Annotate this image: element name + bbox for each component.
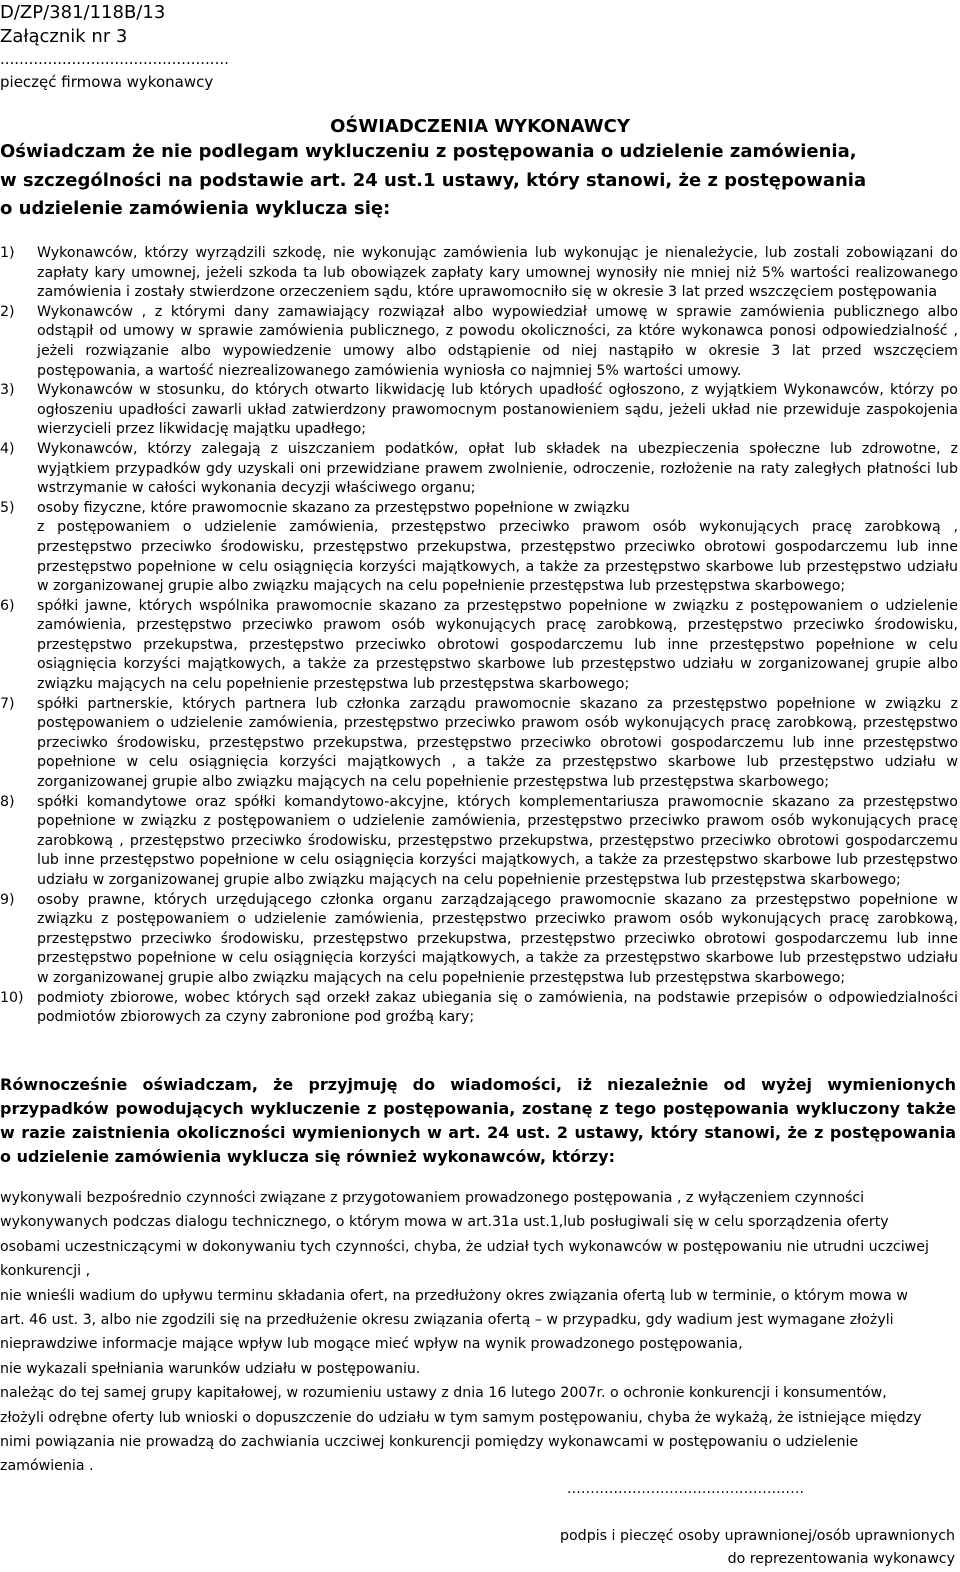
paragraph-line: nieprawdziwe informacje mające wpływ lub mogące mieć wpływ na wynik prowadzonego postępowania, [0, 1336, 743, 1353]
list-item [0, 499, 958, 597]
stamp-dots: ................................................ [0, 50, 229, 68]
list-item-text: osoby prawne, których urzędującego członka organu zarządzającego prawomocnie skazano za przestępstwo popełnione w związku z postępowaniem o udzielenie zamówienia, przestępstwo przeciwko prawom osób wykonujących pracę zarobkową, przestępstwo przeciwko środowisku, przestępstwo przekupstwa, przestępstwo przeciwko obrotowi gospodarczemu lub inne przestępstwo popełnione w celu osiągnięcia korzyści majątkowych, a także za przestępstwo skarbowe lub przestępstwo udziału w zorganizowanej grupie albo związku mających na celu popełnienie przestępstwa lub przestępstwa skarbowego; [37, 891, 958, 986]
intro-line-3: o udzielenie zamówienia wyklucza się: [0, 198, 391, 219]
intro-line-1: Oświadczam że nie podlegam wykluczeniu z postępowania o udzielenie zamówienia, [0, 141, 857, 162]
list-item [0, 381, 958, 440]
list-item-text: spółki partnerskie, których partnera lub członka zarządu prawomocnie skazano za przestępstwo popełnione w związku z postępowaniem o udzielenie zamówienia, przestępstwo przeciwko prawom osób wykonujących pracę zarobkową, przestępstwo przeciwko środowisku, przestępstwo przekupstwa, przestępstwo przeciwko obrotowi gospodarczemu lub inne przestępstwo popełnione w celu osiągnięcia korzyści majątkowych , a także za przestępstwo skarbowe lub przestępstwo udziału w zorganizowanej grupie albo związku mających na celu popełnienie przestępstwa lub przestępstwa skarbowego; [37, 695, 958, 791]
signature-block [540, 1525, 955, 1571]
paragraph-line: nie wykazali spełniania warunków udziału w postępowaniu. [0, 1360, 421, 1377]
list-item-number: 9) [0, 891, 15, 908]
list-item-text: spółki jawne, których wspólnika prawomocnie skazano za przestępstwo popełnione w związku z postępowaniem o udzielenie zamówienia, przestępstwo przeciwko prawom osób wykonujących pracę zarobkową, przestępstwo przeciwko środowisku, przestępstwo przekupstwa, przestępstwo przeciwko obrotowi gospodarczemu lub inne przestępstwo popełnione w celu osiągnięcia korzyści majątkowych, a także za przestępstwo skarbowe lub przestępstwo udziału w zorganizowanej grupie albo związku mających na celu popełnienie przestępstwa lub przestępstwa skarbowego; [37, 597, 958, 693]
list-item [0, 989, 958, 1028]
list-item [0, 244, 958, 303]
list-item-text: Wykonawców w stosunku, do których otwarto likwidację lub których upadłość ogłoszono, z wyjątkiem Wykonawców, którzy po ogłoszeniu upadłości zawarli układ zatwierdzony prawomocnym postanowieniem sądu, jeżeli układ nie przewiduje zaspokojenia wierzycieli przez likwidację majątku upadłego; [37, 382, 958, 438]
document-reference: D/ZP/381/118B/13 [0, 2, 166, 23]
signature-label-2: do reprezentowania wykonawcy [727, 1551, 955, 1567]
stamp-label: pieczęć firmowa wykonawcy [0, 73, 214, 91]
list-item-number: 7) [0, 695, 15, 712]
list-item [0, 695, 958, 793]
list-item-number: 8) [0, 793, 15, 810]
list-item [0, 303, 958, 381]
paragraph-line: nie wnieśli wadium do upływu terminu składania ofert, na przedłużony okres związania ofertą lub w terminie, o którym mowa w [0, 1287, 908, 1304]
list-item-number: 2) [0, 303, 15, 320]
paragraph-line: osobami uczestniczącymi w dokonywaniu tych czynności, chyba, że udział tych wykonawców w postępowaniu nie utrudni uczciwej [0, 1238, 929, 1255]
exclusion-list [0, 244, 958, 1028]
document-title: OŚWIADCZENIA WYKONAWCY [330, 116, 630, 137]
signature-dots: ................................................... [567, 1481, 805, 1497]
list-item [0, 891, 958, 989]
list-item-text-continued: z postępowaniem o udzielenie zamówienia, przestępstwo przeciwko prawom osób wykonujących pracę zarobkową , przestępstwo przeciwko środowisku, przestępstwo przekupstwa, przestępstwo przeciwko obrotowi gospodarczemu lub inne przestępstwo popełnione w celu osiągnięcia korzyści majątkowych, a także za przestępstwo skarbowe lub przestępstwo udziału w zorganizowanej grupie albo związku mających na celu popełnienie przestępstwa lub przestępstwa skarbowego; [37, 519, 958, 595]
list-item [0, 597, 958, 695]
intro-line-2: w szczególności na podstawie art. 24 ust.1 ustawy, który stanowi, że z postępowania [0, 170, 867, 191]
list-item-text: Wykonawców, którzy zalegają z uiszczaniem podatków, opłat lub składek na ubezpieczenia społeczne lub zdrowotne, z wyjątkiem przypadków gdy uzyskali oni przewidziane prawem zwolnienie, odroczenie, rozłożenie na raty zaległych płatności lub wstrzymanie w całości wykonania decyzji właściwego organu; [37, 440, 958, 497]
list-item [0, 440, 958, 499]
conclusion-statement: Równocześnie oświadczam, że przyjmuję do wiadomości, iż niezależnie od wyżej wymienionych przypadków powodujących wykluczenie z postępowania, zostanę z tego postępowania wykluczony także w razie zaistnienia okoliczności wymienionych w art. 24 ust. 2 ustawy, który stanowi, że z postępowania o udzielenie zamówienia wyklucza się również wykonawców, którzy: [0, 1075, 956, 1166]
signature-label-1: podpis i pieczęć osoby uprawnionej/osób uprawnionych [560, 1528, 955, 1544]
paragraph-line: zamówienia . [0, 1458, 94, 1475]
list-item [0, 793, 958, 891]
list-item-text: Wykonawców, którzy wyrządzili szkodę, nie wykonując zamówienia lub wykonując je nienależycie, lub zostali zobowiązani do zapłaty kary umownej, jeżeli szkoda ta lub obowiązek zapłaty kary umownej wynosiły nie mniej niż 5% wartości realizowanego zamówienia i zostały stwierdzone orzeczeniem sądu, które uprawomocniło się w okresie 3 lat przed wszczęciem postępowania [37, 245, 958, 301]
paragraph-line: konkurencji , [0, 1263, 91, 1280]
list-item-number: 3) [0, 382, 15, 399]
list-item-number: 1) [0, 245, 15, 261]
attachment-label: Załącznik nr 3 [0, 26, 128, 47]
list-item-number: 10) [0, 989, 24, 1006]
paragraph-line: wykonywanych podczas dialogu technicznego, o którym mowa w art.31a ust.1,lub posługiwali się w celu sporządzenia oferty [0, 1214, 889, 1231]
list-item-text: spółki komandytowe oraz spółki komandytowo-akcyjne, których komplementariusza prawomocnie skazano za przestępstwo popełnione w związku z postępowaniem o udzielenie zamówienia, przestępstwo przeciwko prawom osób wykonujących pracę zarobkową , przestępstwo przeciwko środowisku, przestępstwo przekupstwa, przestępstwo przeciwko obrotowi gospodarczemu lub inne przestępstwo popełnione w celu osiągnięcia korzyści majątkowych, a także za przestępstwo skarbowe lub przestępstwo udziału w zorganizowanej grupie albo związku mających na celu popełnienie przestępstwa lub przestępstwa skarbowego; [37, 793, 958, 888]
paragraph-line: art. 46 ust. 3, albo nie zgodzili się na przedłużenie okresu związania ofertą – w przypadku, gdy wadium jest wymagane złożyli [0, 1312, 894, 1329]
list-item-number: 4) [0, 440, 15, 457]
paragraph-line: wykonywali bezpośrednio czynności związane z przygotowaniem prowadzonego postępowania , z wyłączeniem czynności [0, 1190, 865, 1206]
additional-exclusions [0, 1186, 955, 1479]
list-item-number: 6) [0, 597, 15, 614]
list-item-text: podmioty zbiorowe, wobec których sąd orzekł zakaz ubiegania się o zamówienia, na podstawie przepisów o odpowiedzialności podmiotów zbiorowych za czyny zabronione pod groźbą kary; [37, 989, 958, 1026]
list-item-text: Wykonawców , z którymi dany zamawiający rozwiązał albo wypowiedział umowę w sprawie zamówienia publicznego albo odstąpił od umowy w sprawie zamówienia publicznego, z powodu okoliczności, za które wykonawca ponosi odpowiedzialność , jeżeli rozwiązanie albo wypowiedzenie umowy albo odstąpienie od niej nastąpiło w okresie 3 lat przed wszczęciem postępowania, a wartość niezrealizowanego zamówienia wyniosła co najmniej 5% wartości umowy. [37, 303, 958, 379]
paragraph-line: nimi powiązania nie prowadzą do zachwiania uczciwej konkurencji pomiędzy wykonawcami w postępowaniu o udzielenie [0, 1434, 859, 1451]
list-item-text: osoby fizyczne, które prawomocnie skazano za przestępstwo popełnione w związku [37, 499, 630, 516]
paragraph-line: należąc do tej samej grupy kapitałowej, w rozumieniu ustawy z dnia 16 lutego 2007r. o ochronie konkurencji i konsumentów, [0, 1385, 887, 1402]
paragraph-line: złożyli odrębne oferty lub wnioski o dopuszczenie do udziału w tym samym postępowaniu, chyba że wykażą, że istniejące między [0, 1409, 922, 1426]
list-item-number: 5) [0, 499, 15, 516]
